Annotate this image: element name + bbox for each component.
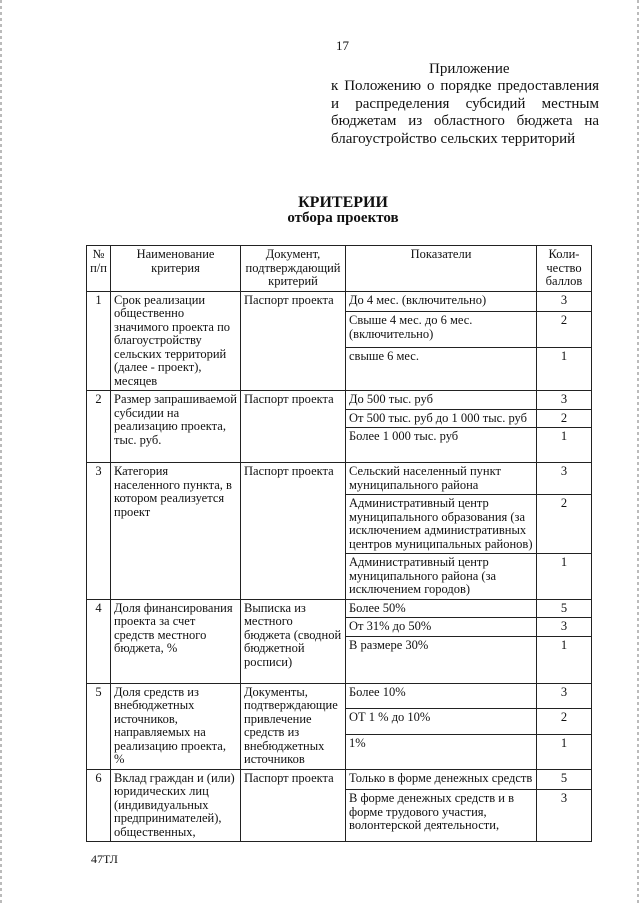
header-indicators: Показатели <box>346 246 537 292</box>
score: 2 <box>537 709 592 735</box>
appendix-title: Приложение <box>429 61 510 77</box>
row-num: 2 <box>87 391 111 463</box>
table-row <box>87 599 592 618</box>
indicator: Только в форме денежных средств <box>346 769 537 790</box>
score: 3 <box>537 618 592 637</box>
row-num: 6 <box>87 769 111 842</box>
footer-code: 47ТЛ <box>91 852 118 866</box>
document-title: КРИТЕРИИ <box>298 194 388 211</box>
score: 1 <box>537 554 592 600</box>
criterion-doc: Выписка из местного бюджета (сводной бюджетной росписи) <box>241 599 346 683</box>
score: 1 <box>537 734 592 769</box>
indicator: От 31% до 50% <box>346 618 537 637</box>
score: 3 <box>537 391 592 410</box>
table-row <box>87 291 592 312</box>
indicator: Сельский населенный пункт муниципального района <box>346 463 537 495</box>
indicator: Более 10% <box>346 683 537 709</box>
score: 1 <box>537 428 592 463</box>
indicator: До 500 тыс. руб <box>346 391 537 410</box>
indicator: В размере 30% <box>346 636 537 683</box>
score: 1 <box>537 636 592 683</box>
header-score: Коли-чество баллов <box>537 246 592 292</box>
table-row <box>87 391 592 410</box>
score: 3 <box>537 291 592 312</box>
score: 2 <box>537 409 592 428</box>
criterion-name: Срок реализации общественно значимого проекта по благоустройству сельских территорий (далее - проект), месяцев <box>111 291 241 391</box>
table-header-row <box>87 246 592 292</box>
score: 1 <box>537 348 592 391</box>
indicator: Свыше 4 мес. до 6 мес. (включительно) <box>346 312 537 348</box>
criterion-doc: Паспорт проекта <box>241 463 346 600</box>
score: 2 <box>537 312 592 348</box>
criterion-name: Категория населенного пункта, в котором реализуется проект <box>111 463 241 600</box>
score: 5 <box>537 599 592 618</box>
score: 3 <box>537 463 592 495</box>
indicator: Более 1 000 тыс. руб <box>346 428 537 463</box>
header-doc: Документ, подтверждающий критерий <box>241 246 346 292</box>
table-row <box>87 463 592 495</box>
criterion-name: Вклад граждан и (или) юридических лиц (индивидуальных предпринимателей), общественных, <box>111 769 241 842</box>
row-num: 4 <box>87 599 111 683</box>
table-row <box>87 683 592 709</box>
indicator: 1% <box>346 734 537 769</box>
indicator: Более 50% <box>346 599 537 618</box>
appendix-body: к Положению о порядке предоставления и распределения субсидий местным бюджетам из областного бюджета на благоустройство сельских территорий <box>331 78 599 147</box>
indicator: От 500 тыс. руб до 1 000 тыс. руб <box>346 409 537 428</box>
criteria-table <box>86 245 592 842</box>
page-number: 17 <box>336 38 349 53</box>
criterion-name: Доля финансирования проекта за счет средств местного бюджета, % <box>111 599 241 683</box>
scan-edge-right <box>637 0 639 905</box>
row-num: 5 <box>87 683 111 769</box>
header-name: Наименование критерия <box>111 246 241 292</box>
score: 5 <box>537 769 592 790</box>
row-num: 1 <box>87 291 111 391</box>
scan-edge-left <box>0 0 2 905</box>
header-num: № п/п <box>87 246 111 292</box>
criterion-name: Доля средств из внебюджетных источников, направляемых на реализацию проекта, % <box>111 683 241 769</box>
criterion-doc: Паспорт проекта <box>241 769 346 842</box>
score: 3 <box>537 683 592 709</box>
indicator: До 4 мес. (включительно) <box>346 291 537 312</box>
criterion-doc: Документы, подтверждающие привлечение средств из внебюджетных источников <box>241 683 346 769</box>
indicator: Административный центр муниципального района (за исключением городов) <box>346 554 537 600</box>
indicator: Административный центр муниципального образования (за исключением административных центров муниципальных районов) <box>346 495 537 554</box>
indicator: ОТ 1 % до 10% <box>346 709 537 735</box>
score: 3 <box>537 790 592 842</box>
criterion-doc: Паспорт проекта <box>241 391 346 463</box>
score: 2 <box>537 495 592 554</box>
criterion-doc: Паспорт проекта <box>241 291 346 391</box>
indicator: В форме денежных средств и в форме трудового участия, волонтерской деятельности, <box>346 790 537 842</box>
document-subtitle: отбора проектов <box>287 210 399 226</box>
table-row <box>87 769 592 790</box>
row-num: 3 <box>87 463 111 600</box>
indicator: свыше 6 мес. <box>346 348 537 391</box>
criterion-name: Размер запрашиваемой субсидии на реализацию проекта, тыс. руб. <box>111 391 241 463</box>
